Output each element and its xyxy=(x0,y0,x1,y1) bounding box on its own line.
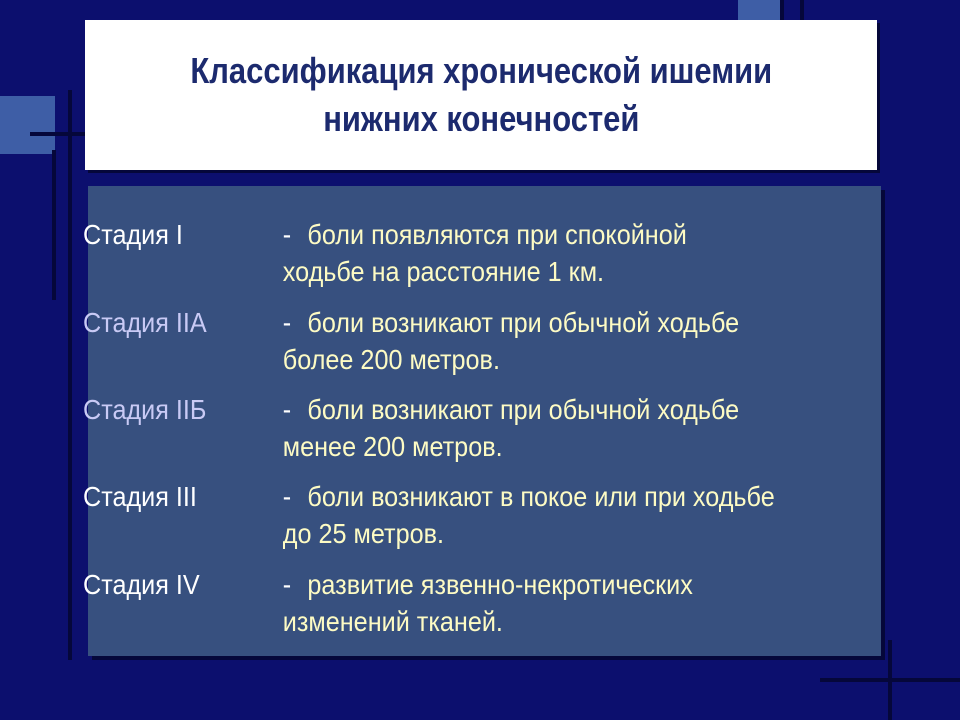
bullet-dash: - xyxy=(282,569,292,600)
title-line-1: Классификация хронической ишемии xyxy=(190,50,772,91)
slide-title xyxy=(190,47,772,143)
stage-label: Стадия IIБ xyxy=(83,394,207,425)
title-line-2: нижних конечностей xyxy=(322,98,640,139)
stage-description xyxy=(283,216,687,290)
stage-label: Стадия III xyxy=(83,481,197,512)
bullet-dash: - xyxy=(282,394,292,425)
stage-description-line-2: более 200 метров. xyxy=(282,344,500,375)
stage-label: Стадия I xyxy=(83,219,183,250)
decorative-line xyxy=(68,90,72,660)
stage-description xyxy=(283,304,739,378)
stage-description-line-2: менее 200 метров. xyxy=(282,431,503,462)
stage-description xyxy=(283,478,775,552)
bullet-dash: - xyxy=(282,307,292,338)
title-box xyxy=(85,20,877,170)
stage-label: Стадия IV xyxy=(83,569,200,600)
stage-description-line-1: развитие язвенно-некротических xyxy=(307,569,693,600)
bullet-dash: - xyxy=(282,481,292,512)
decorative-line xyxy=(800,0,804,22)
stage-description-line-2: ходьбе на расстояние 1 км. xyxy=(282,256,605,287)
stage-description-line-1: боли возникают при обычной ходьбе xyxy=(307,394,740,425)
decorative-line xyxy=(820,678,960,682)
bullet-dash: - xyxy=(282,219,292,250)
decorative-line xyxy=(52,150,56,300)
stage-description xyxy=(283,566,693,640)
stage-description-line-1: боли возникают в покое или при ходьбе xyxy=(307,481,775,512)
stage-description-line-1: боли появляются при спокойной xyxy=(307,219,687,250)
stage-description-line-2: изменений тканей. xyxy=(282,606,503,637)
stage-description xyxy=(283,391,739,465)
decorative-line xyxy=(780,0,784,22)
decorative-square-top xyxy=(738,0,780,22)
stage-description-line-1: боли возникают при обычной ходьбе xyxy=(307,307,740,338)
stage-label: Стадия IIA xyxy=(83,307,207,338)
decorative-square-left xyxy=(0,96,55,154)
stage-description-line-2: до 25 метров. xyxy=(282,518,445,549)
